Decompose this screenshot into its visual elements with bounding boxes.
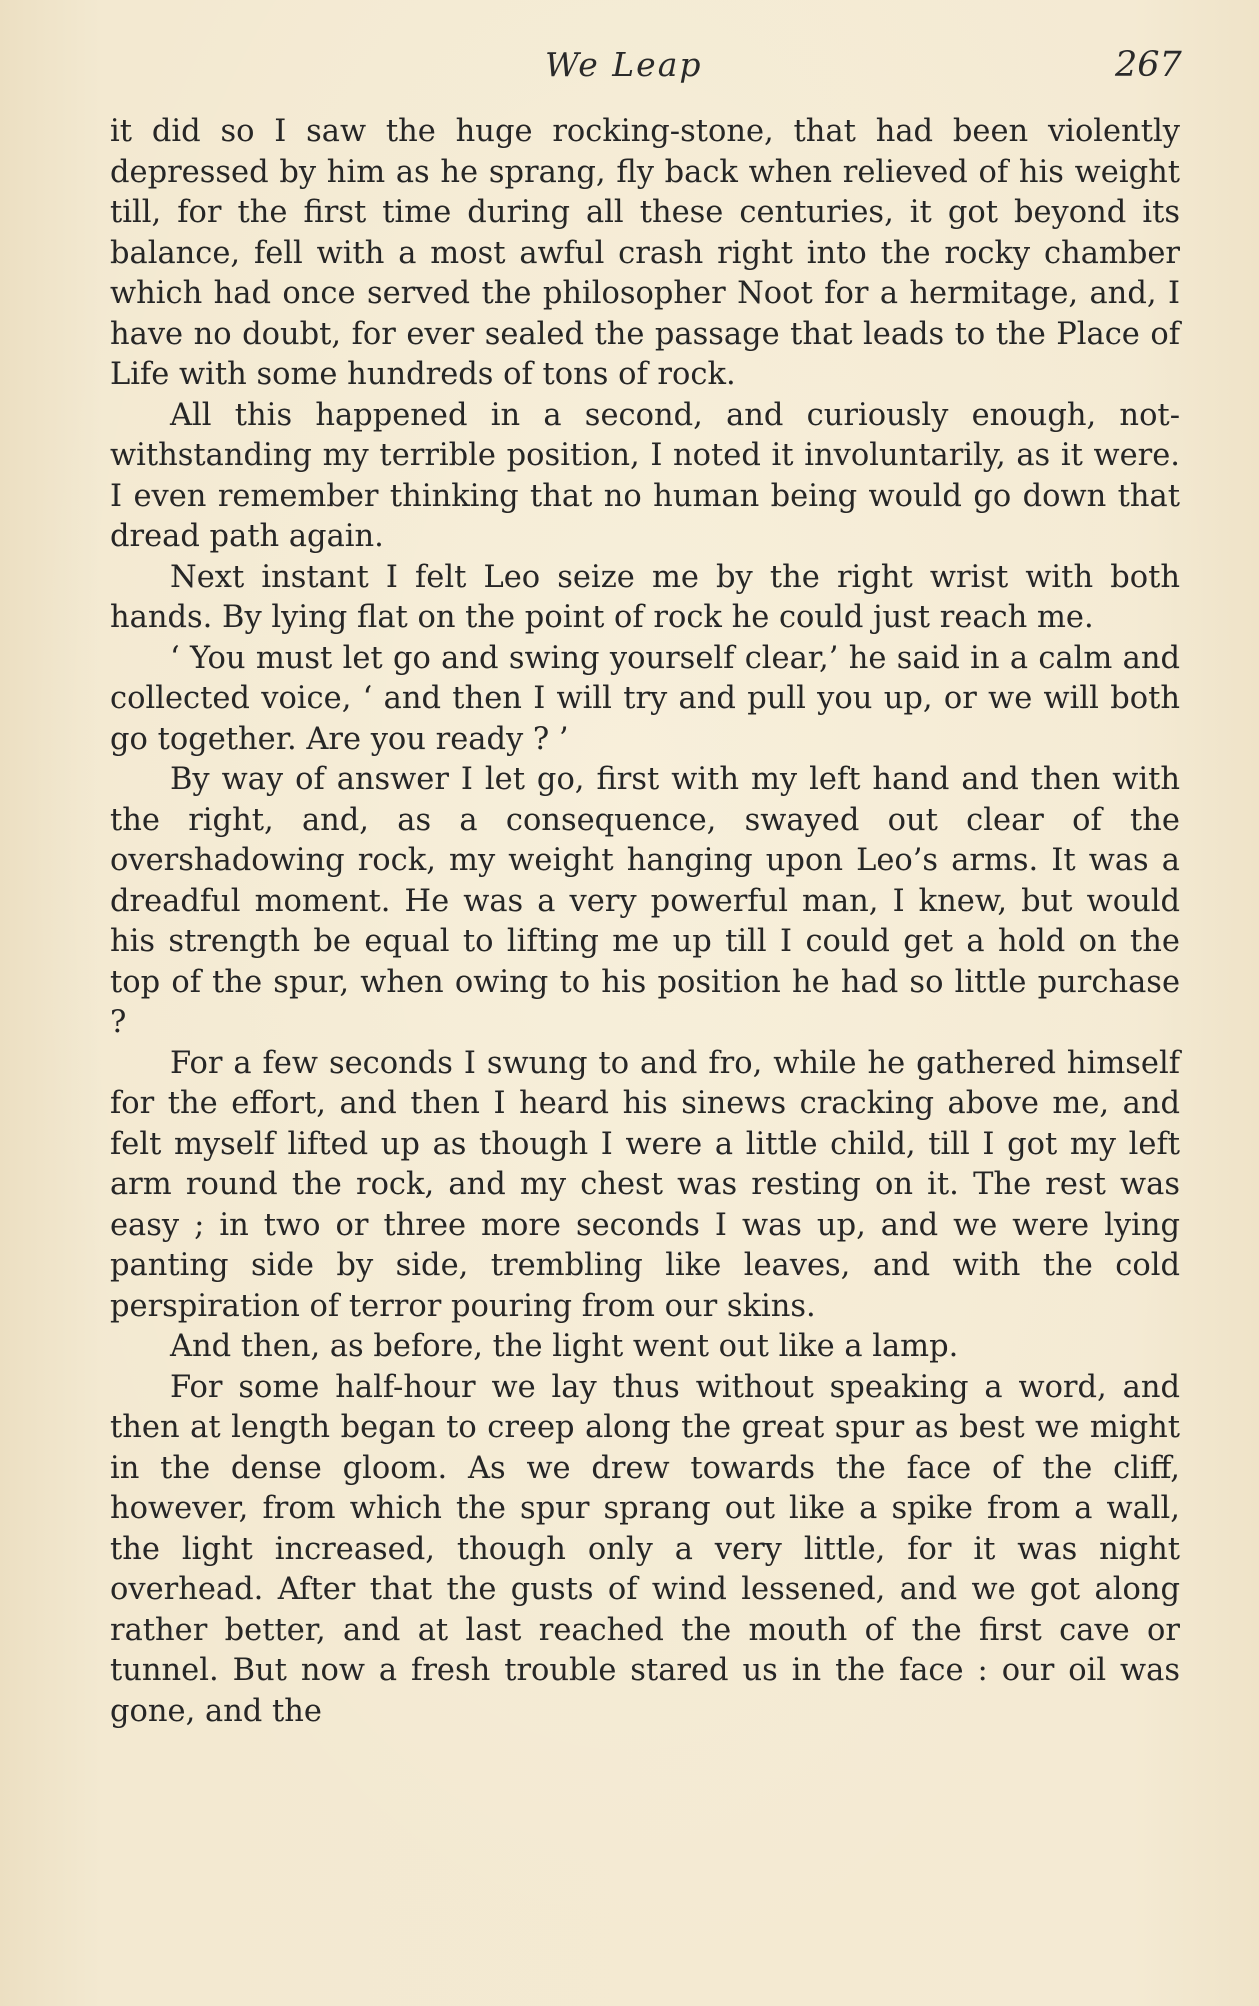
paragraph: And then, as before, the light went out like a lamp. [170, 1329, 959, 1364]
paragraph: By way of answer I let go, first with my left hand and then with the right, and, as a consequence, swayed out clear of the overshadowing rock, my weight hanging upon Leo’s arms. It was a dreadful moment. He was a very powerful man, I knew, but would his strength be equal to lifting me up till I could get a hold on the top of the spur, when owing to his position he had so little purchase ? [110, 762, 1180, 1040]
page-header [0, 40, 1259, 100]
paragraph: For a few seconds I swung to and fro, while he gathered himself for the effort, and then I heard his sinews cracking above me, and felt myself lifted up as though I were a little child, till I got my left arm round the rock, and my chest was resting on it. The rest was easy ; in two or three more seconds I was up, and we were lying panting side by side, trembling like leaves, and with the cold perspiration of terror pouring from our skins. [110, 1045, 1180, 1324]
paragraph: ‘ You must let go and swing yourself clear,’ he said in a calm and collected voice, ‘ and then I will try and pull you up, or we will both go together. Are you ready ? ’ [110, 640, 1180, 757]
paragraph: All this happened in a second, and curiously enough, not-withstanding my terrible position, I noted it involuntarily, as it were. I even remember thinking that no human being would go down that dread path again. [110, 397, 1180, 554]
paragraph: For some half-hour we lay thus without speaking a word, and then at length began to creep along the great spur as best we might in the dense gloom. As we drew towards the face of the cliff, however, from which the spur sprang out like a spike from a wall, the light increased, though only a very little, for it was night overhead. After that the gusts of wind lessened, and we got along rather better, and at last reached the mouth of the first cave or tunnel. But now a fresh trouble stared us in the face : our oil was gone, and the [110, 1369, 1180, 1729]
paragraph: Next instant I felt Leo seize me by the right wrist with both hands. By lying flat on the point of rock he could just reach me. [110, 559, 1180, 635]
running-title: We Leap [545, 45, 703, 84]
paragraph: it did so I saw the huge rocking-stone, that had been violently depressed by him as he sprang, fly back when relieved of his weight till, for the first time during all these centuries, it got beyond its balance, fell with a most awful crash right into the rocky chamber which had once served the philosopher Noot for a hermitage, and, I have no doubt, for ever sealed the passage that leads to the Place of Life with some hundreds of tons of rock. [110, 114, 1180, 392]
body-text [110, 112, 1180, 1732]
page-number: 267 [1115, 45, 1182, 85]
